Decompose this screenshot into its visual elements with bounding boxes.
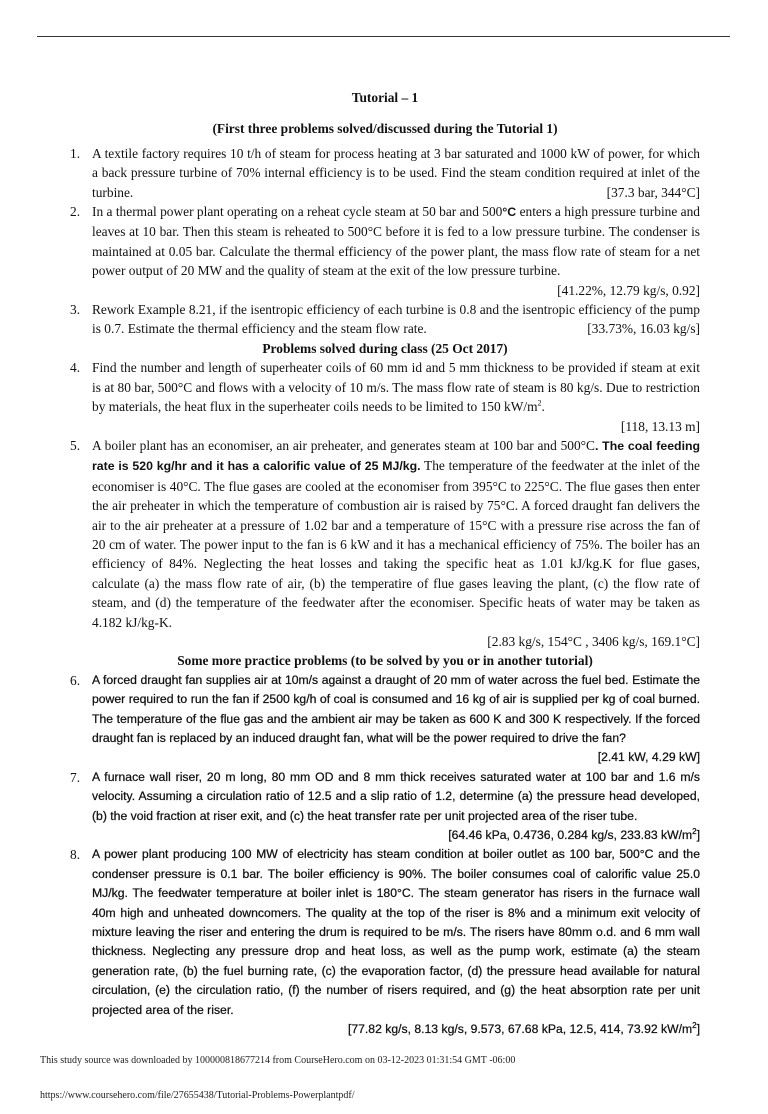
problem-1: 1. A textile factory requires 10 t/h of steam for process heating at 3 bar saturated and 1000 kW of power, for which a back pressure turbine of 70% internal efficiency is to be used. Find the steam condition required at inlet of the turbine. [37.3 bar, 344°C]: [70, 144, 700, 202]
problem-3: 3. Rework Example 8.21, if the isentropic efficiency of each turbine is 0.8 and the isentropic efficiency of the pump is 0.7. Estimate the thermal efficiency and the steam flow rate. [33.73%, 16.03 kg/s]: [70, 300, 700, 339]
page-subtitle: (First three problems solved/discussed during the Tutorial 1): [212, 121, 558, 137]
section-heading-practice: Some more practice problems (to be solved by you or in another tutorial): [177, 653, 593, 669]
answer: [2.41 kW, 4.29 kW]: [597, 750, 700, 765]
answer: [41.22%, 12.79 kg/s, 0.92]: [557, 282, 700, 298]
problem-5: 5. A boiler plant has an economiser, an air preheater, and generates steam at 100 bar and 500°C. The coal feeding rate is 520 kg/hr and it has a calorific value of 25 MJ/kg. The temperature of the feedwater at the inlet of the economiser is 40°C. The flue gases are cooled at the economiser from 395°C to 225°C. The flue gases then enter the air preheater in which the temperature of combustion air is raised by 75°C. A forced draught fan delivers the air to the air preheater at a pressure of 1.02 bar and a temperature of 15°C with a pressure rise across the fan of 20 cm of water. The power input to the fan is 6 kW and it has a mechanical efficiency of 75%. The boiler has an efficiency of 84%. Neglecting the heat losses and taking the specific heat as 1.01 kJ/kg.K for flue gases, calculate (a) the mass flow rate of air, (b) the temperatire of flue gases leaving the plant, (c) the flow rate of steam, and (d) the temperature of the feedwater after the economiser. Specific heats of water may be taken as 4.182 kJ/kg-K. [2.83 kg/s, 154°C , 3406 kg/s, 169.1°C]: [70, 436, 700, 651]
top-rule: [37, 36, 730, 37]
source-notice: This study source was downloaded by 100000818677214 from CourseHero.com on 03-12-2023 01:31:54 GMT -06:00: [40, 1054, 516, 1066]
problem-2: 2. In a thermal power plant operating on a reheat cycle steam at 50 bar and 500°C enters a high pressure turbine and leaves at 10 bar. Then this steam is reheated to 500°C before it is fed to a low pressure turbine. The condenser is maintained at 0.05 bar. Calculate the thermal efficiency of the power plant, the mass flow rate of steam for a net power output of 20 MW and the quality of steam at the exit of the low pressure turbine. [41.22%, 12.79 kg/s, 0.92]: [70, 202, 700, 300]
answer: [64.46 kPa, 0.4736, 0.284 kg/s, 233.83 $kW/m^2$]: [448, 826, 700, 843]
problem-7: 7. A furnace wall riser, 20 m long, 80 mm OD and 8 mm thick receives saturated water at 100 bar and 1.6 m/s velocity. Assuming a circulation ratio of 12.5 and a slip ratio of 1.2, determine (a) the pressure head developed, (b) the void fraction at riser exit, and (c) the heat transfer rate per unit projected area of the riser tube. [64.46 kPa, 0.4736, 0.284 kg/s, 233.83 $kW/m^2$]: [70, 768, 700, 846]
page-title: Tutorial – 1: [351, 90, 419, 105]
answer: [37.3 bar, 344°C]: [606, 184, 700, 200]
answer: [33.73%, 16.03 kg/s]: [587, 321, 700, 337]
section-heading-class: Problems solved during class (25 Oct 2017): [262, 340, 508, 356]
document-page: [70, 88, 700, 1040]
problem-8: 8. A power plant producing 100 MW of electricity has steam condition at boiler outlet as 100 bar, 500°C and the condenser pressure is 0.1 bar. The boiler efficiency is 90%. The boiler consumes coal of calorific value 25.0 MJ/kg. The feedwater temperature at boiler inlet is 180°C. The steam generator has risers in the furnace wall 40m high and unheated downcomers. The quality at the top of the riser is 8% and a minimum exit velocity of mixture leaving the riser and entering the drum is required to be m/s. The risers have 80mm o.d. and 6 mm wall thickness. Neglecting any pressure drop and heat loss, as well as the pump work, estimate (a) the steam generation rate, (b) the fuel burning rate, (c) the evaporation factor, (d) the pressure head available for natural circulation, (e) the circulation ratio, (f) the number of risers required, and (g) the heat absorption rate per unit projected area of the riser. [77.82 kg/s, 8.13 kg/s, 9.573, 67.68 kPa, 12.5, 414, 73.92 $kW/m^2$]: [70, 845, 700, 1039]
answer: [118, 13.13 m]: [620, 418, 700, 434]
problem-6: 6. A forced draught fan supplies air at 10m/s against a draught of 20 mm of water across the fuel bed. Estimate the power required to run the fan if 2500 kg/h of coal is consumed and 16 kg of air is supplied per kg of coal burned. The temperature of the flue gas and the ambient air may be taken as 600 K and 300 K respectively. If the forced draught fan is replaced by an induced draught fan, what will be the power required to drive the fan? [2.41 kW, 4.29 kW]: [70, 671, 700, 768]
answer: [2.83 kg/s, 154°C , 3406 kg/s, 169.1°C]: [487, 633, 700, 649]
source-url[interactable]: https://www.coursehero.com/file/27655438/Tutorial-Problems-Powerplantpdf/: [40, 1089, 355, 1101]
problem-4: 4. Find the number and length of superheater coils of 60 mm id and 5 mm thickness to be provided if steam at exit is at 80 bar, 500°C and flows with a velocity of 10 m/s. The mass flow rate of steam is 80 kg/s. Due to restriction by materials, the heat flux in the superheater coils needs to be limited to 150 $kW/m^2$. [118, 13.13 m]: [70, 358, 700, 436]
answer: [77.82 kg/s, 8.13 kg/s, 9.573, 67.68 kPa, 12.5, 414, 73.92 $kW/m^2$]: [347, 1021, 700, 1037]
